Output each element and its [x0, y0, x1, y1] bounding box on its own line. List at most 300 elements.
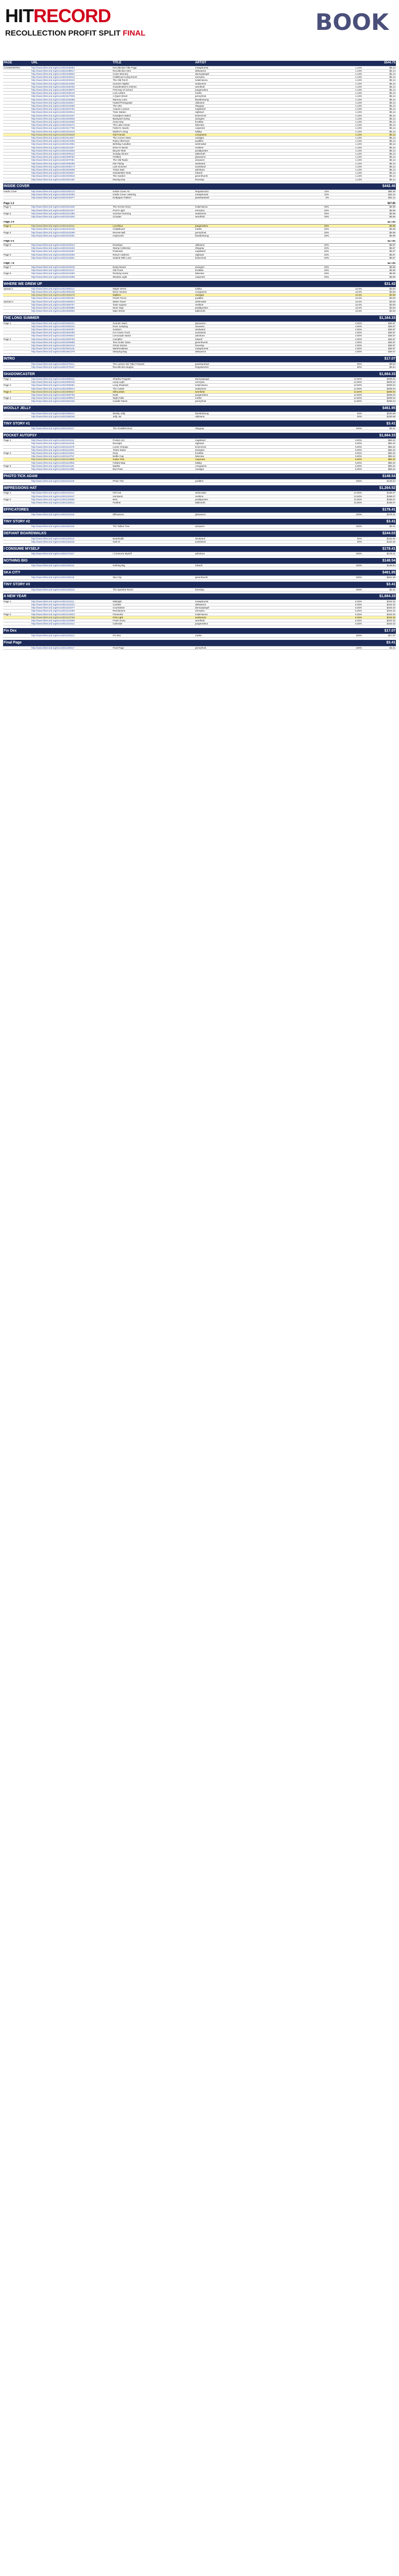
cell-percent: 50%	[329, 365, 362, 368]
cell-url[interactable]: http://www.hitrecord.org/records/1210490	[31, 609, 112, 613]
cell-percent: 1.13%	[329, 168, 362, 172]
cell-url[interactable]: http://www.hitrecord.org/records/1036822	[31, 72, 112, 75]
cell-url[interactable]: http://www.hitrecord.org/records/1060101	[31, 321, 112, 325]
cell-url[interactable]: http://www.hitrecord.org/records/1210111	[31, 600, 112, 603]
cell-url[interactable]: http://www.hitrecord.org/records/1160246	[31, 540, 112, 543]
cell-url[interactable]: http://www.hitrecord.org/records/1040256	[31, 193, 112, 196]
header	[3, 0, 396, 61]
cell-artist: mertle	[195, 92, 270, 95]
cell-title: Envelope	[112, 244, 195, 247]
section-title: I CONSUME MYSELF	[3, 546, 362, 552]
cell-url[interactable]: http://www.hitrecord.org/records/1111259	[31, 468, 112, 471]
cell-url[interactable]: http://www.hitrecord.org/records/1042391	[31, 234, 112, 237]
cell-url[interactable]: http://www.hitrecord.org/records/1050993	[31, 310, 112, 313]
cell-url[interactable]: http://www.hitrecord.org/records/1090113	[31, 412, 112, 415]
cell-url[interactable]: http://www.hitrecord.org/records/1061012	[31, 344, 112, 347]
cell-url[interactable]: http://www.hitrecord.org/records/1080514	[31, 387, 112, 390]
cell-percent: 100%	[329, 646, 362, 649]
cell-artist: KatieHanna	[195, 384, 270, 387]
cell-title: First Light	[112, 616, 195, 619]
cell-amount: $83.22	[362, 439, 396, 442]
cell-col6: 25%	[300, 228, 329, 231]
cell-title: Cover Memory	[112, 72, 195, 75]
cell-url[interactable]: http://www.hitrecord.org/records/1100117	[31, 427, 112, 430]
cell-page: Page 1	[3, 439, 31, 442]
cell-amount: $178.41	[362, 513, 396, 516]
cell-url[interactable]: http://www.hitrecord.org/records/1026388	[31, 98, 112, 101]
cell-percent: 100%	[329, 480, 362, 483]
cell-amount: $6.14	[362, 136, 396, 139]
cell-amount: $6.14	[362, 124, 396, 127]
cell-amount: $3.41	[362, 427, 396, 430]
cell-url[interactable]: http://www.hitrecord.org/records/1042011	[31, 225, 112, 228]
cell-url[interactable]: http://www.hitrecord.org/records/1006289	[31, 162, 112, 165]
section-header-row	[3, 485, 396, 492]
cell-title: Countdown	[112, 606, 195, 609]
cell-url[interactable]: http://www.hitrecord.org/records/1028140	[31, 92, 112, 95]
section-title: IMPRESSIONS HAT	[3, 485, 362, 492]
cell-artist: mertle	[195, 228, 270, 231]
cell-url[interactable]: http://www.hitrecord.org/records/1050245	[31, 291, 112, 294]
cell-artist: puddles	[195, 140, 270, 143]
cell-amount: $83.22	[362, 455, 396, 458]
cell-url[interactable]: http://www.hitrecord.org/records/1150116	[31, 525, 112, 528]
cell-url[interactable]: http://www.hitrecord.org/records/1110378	[31, 445, 112, 448]
cell-amount: $6.14	[362, 117, 396, 120]
cell-artist: bluebirdsong	[195, 412, 270, 415]
cell-artist: companion	[195, 291, 270, 294]
cell-title: Sleeping Bag	[112, 350, 195, 353]
cell-percent: 5.00%	[329, 442, 362, 445]
cell-col6: 25%	[300, 266, 329, 269]
cell-url[interactable]: http://www.hitrecord.org/records/1043287	[31, 250, 112, 253]
cell-url[interactable]: http://www.hitrecord.org/records/1130513	[31, 501, 112, 504]
cell-url[interactable]: http://www.hitrecord.org/records/1015628	[31, 133, 112, 136]
cell-url[interactable]: http://www.hitrecord.org/records/1042135	[31, 228, 112, 231]
cell-artist: sunkissed	[195, 331, 270, 334]
cell-url[interactable]: http://www.hitrecord.org/records/1044019	[31, 266, 112, 269]
section-header-row	[3, 371, 396, 377]
cell-url[interactable]: http://www.hitrecord.org/records/1061145	[31, 347, 112, 350]
cell-url[interactable]: http://www.hitrecord.org/records/1200118	[31, 588, 112, 591]
cell-url[interactable]: http://www.hitrecord.org/records/1030402	[31, 85, 112, 88]
logo-record-text: RECORD	[33, 5, 111, 26]
cell-percent: 5.00%	[329, 445, 362, 448]
cell-percent: 100%	[329, 588, 362, 591]
cell-amount: $6.14	[362, 168, 396, 172]
cell-title: Chalkboard	[112, 228, 195, 231]
cell-title: Efficatores	[112, 513, 195, 516]
cell-title: Ticket Stub	[112, 168, 195, 172]
cell-url[interactable]: http://www.hitrecord.org/records/1170117	[31, 552, 112, 555]
cell-title: Loose Change	[112, 445, 195, 448]
cell-url[interactable]: http://www.hitrecord.org/records/1019306	[31, 120, 112, 123]
cell-url[interactable]: http://www.hitrecord.org/records/1070247	[31, 365, 112, 368]
section-header-row	[3, 531, 396, 537]
cell-url[interactable]: http://www.hitrecord.org/records/1010826	[31, 149, 112, 152]
cell-page: Page 3	[3, 390, 31, 393]
cell-title: Recess Bell	[112, 231, 195, 234]
cell-url[interactable]: http://www.hitrecord.org/records/1044147	[31, 269, 112, 272]
cell-amount: $66.36	[362, 190, 396, 193]
cell-url[interactable]: http://www.hitrecord.org/records/1080381	[31, 384, 112, 387]
cell-url[interactable]: http://www.hitrecord.org/records/1016319	[31, 130, 112, 133]
cell-col6: 25%	[300, 269, 329, 272]
cell-artist: bluebirdsong	[195, 98, 270, 101]
cell-url[interactable]: http://www.hitrecord.org/records/1080248	[31, 381, 112, 384]
cell-url[interactable]: http://www.hitrecord.org/records/1130380	[31, 498, 112, 501]
cell-percent: 4.00%	[329, 344, 362, 347]
cell-title: Lemonade Stand	[112, 334, 195, 337]
cell-url[interactable]: http://www.hitrecord.org/records/1031926	[31, 82, 112, 85]
cell-url[interactable]: http://www.hitrecord.org/records/1110112	[31, 439, 112, 442]
cell-url[interactable]: http://www.hitrecord.org/records/1041247	[31, 209, 112, 212]
cell-amount: $17.07	[362, 634, 396, 637]
cell-url[interactable]: http://www.hitrecord.org/records/1220114	[31, 634, 112, 637]
cell-amount: $3.41	[362, 588, 396, 591]
cell-title: Fireworks	[112, 613, 195, 616]
cell-url[interactable]: http://www.hitrecord.org/records/1038283	[31, 66, 112, 69]
cell-artist: pedalpusher	[195, 307, 270, 310]
section-header-row	[3, 405, 396, 412]
cell-url[interactable]: http://www.hitrecord.org/records/1080647	[31, 390, 112, 393]
cell-url[interactable]: http://www.hitrecord.org/records/1050112	[31, 287, 112, 290]
section-header-row	[3, 356, 396, 362]
cell-url[interactable]: http://www.hitrecord.org/records/1130114	[31, 492, 112, 495]
cell-amount: $6.14	[362, 127, 396, 130]
cell-artist: mertle	[195, 397, 270, 400]
cell-artist: carpenter	[195, 275, 270, 278]
cell-url[interactable]: http://www.hitrecord.org/records/1040377	[31, 196, 112, 199]
cell-artist: oldtowne	[195, 101, 270, 104]
cell-title: Sunburn	[112, 328, 195, 331]
section-total: $27.85	[362, 221, 396, 225]
cell-url[interactable]: http://www.hitrecord.org/records/1080780	[31, 393, 112, 396]
cell-title: Old Trunk	[112, 269, 195, 272]
cell-title: Childhood Living Room	[112, 76, 195, 79]
cell-url[interactable]: http://www.hitrecord.org/records/1050757	[31, 303, 112, 306]
cell-title: Inside Cover Lettering	[112, 193, 195, 196]
cell-url[interactable]: http://www.hitrecord.org/records/1001462	[31, 178, 112, 181]
cell-percent: 100%	[329, 576, 362, 579]
cell-url[interactable]: http://www.hitrecord.org/records/1230117	[31, 646, 112, 649]
cell-url[interactable]: http://www.hitrecord.org/records/1029875	[31, 88, 112, 91]
cell-artist: glowworm	[195, 156, 270, 159]
cell-amount: $5.57	[362, 256, 396, 259]
cell-url[interactable]: http://www.hitrecord.org/records/1018472	[31, 124, 112, 127]
cell-amount: $104.02	[362, 606, 396, 609]
cell-artist: pedalpusher	[195, 498, 270, 501]
section-total: $1,664.33	[362, 594, 396, 600]
cell-percent: 1.13%	[329, 120, 362, 123]
cell-title: Nothing Big	[112, 564, 195, 567]
cell-url[interactable]: http://www.hitrecord.org/records/1050491	[31, 297, 112, 300]
cell-title: Main Street	[112, 310, 195, 313]
cell-amount: $6.14	[362, 114, 396, 117]
cell-amount: $6.14	[362, 159, 396, 162]
cell-percent: 6.25%	[329, 600, 362, 603]
cell-title: Ska City	[112, 576, 195, 579]
cell-percent: 100%	[329, 564, 362, 567]
cell-percent: 100%	[329, 634, 362, 637]
cell-url[interactable]: http://www.hitrecord.org/records/1034012	[31, 76, 112, 79]
cell-percent: 12.5%	[329, 287, 362, 290]
section-total: $27.85	[362, 202, 396, 206]
cell-percent: 1.13%	[329, 108, 362, 111]
cell-artist: frostbite	[195, 269, 270, 272]
cell-url[interactable]: http://www.hitrecord.org/records/1033118	[31, 79, 112, 82]
cell-artist: inkwell	[195, 172, 270, 175]
subtitle-final: FINAL	[123, 29, 146, 38]
cell-percent: 12.5%	[329, 307, 362, 310]
cell-percent: 1.13%	[329, 88, 362, 91]
cell-url[interactable]: http://www.hitrecord.org/records/1002815	[31, 175, 112, 178]
section-title: Final Page	[3, 640, 362, 646]
cell-artist: greenthumb	[195, 576, 270, 579]
cell-artist: metaphorest	[195, 66, 270, 69]
cell-amount: $6.14	[362, 162, 396, 165]
cell-url[interactable]: http://www.hitrecord.org/records/1060490	[31, 331, 112, 334]
cell-url[interactable]: http://www.hitrecord.org/records/1041108	[31, 206, 112, 209]
cell-title: Woolly Jelly	[112, 412, 195, 415]
cell-artist: KatieHanna	[195, 79, 270, 82]
cell-artist: oldtowne	[195, 244, 270, 247]
subsection-header-row	[3, 221, 396, 225]
cell-percent: 100%	[329, 552, 362, 555]
cell-title: The Tallest Tree	[112, 525, 195, 528]
cell-amount: $208.04	[362, 384, 396, 387]
cell-url[interactable]: http://www.hitrecord.org/records/1130247	[31, 495, 112, 498]
cell-url[interactable]: http://www.hitrecord.org/records/1020945	[31, 117, 112, 120]
cell-url[interactable]: http://www.hitrecord.org/records/1027603	[31, 95, 112, 98]
cell-col6: 25%	[300, 212, 329, 215]
cell-amount: $3.41	[362, 646, 396, 649]
cell-url[interactable]: http://www.hitrecord.org/records/1110491	[31, 448, 112, 451]
section-header-row	[3, 433, 396, 439]
cell-col6: 20%	[300, 247, 329, 250]
cell-title: Hopscotch	[112, 234, 195, 237]
cell-url[interactable]: http://www.hitrecord.org/records/1210244	[31, 603, 112, 606]
cell-title: Sunrise Swim	[112, 321, 195, 325]
cell-percent: 6.25%	[329, 619, 362, 622]
cell-url[interactable]: http://www.hitrecord.org/records/1012964	[31, 143, 112, 146]
cell-title: Final Page	[112, 646, 195, 649]
cell-percent: 5.00%	[329, 455, 362, 458]
section-header-row	[3, 281, 396, 287]
cell-url[interactable]: http://www.hitrecord.org/records/1180112	[31, 564, 112, 567]
cell-amount: $83.22	[362, 445, 396, 448]
cell-percent: 5.00%	[329, 458, 362, 461]
cell-url[interactable]: http://www.hitrecord.org/records/1060756	[31, 337, 112, 341]
section-title: Page 1-2	[3, 202, 362, 206]
cell-amount: $104.02	[362, 613, 396, 616]
cell-url[interactable]: http://www.hitrecord.org/records/1044283	[31, 272, 112, 275]
cell-url[interactable]: http://www.hitrecord.org/records/1060889	[31, 341, 112, 344]
cell-url[interactable]: http://www.hitrecord.org/records/1038517	[31, 69, 112, 72]
cell-title: Lunchbox	[112, 225, 195, 228]
cell-url[interactable]: http://www.hitrecord.org/records/1140119	[31, 513, 112, 516]
cell-url[interactable]: http://www.hitrecord.org/records/1044398	[31, 275, 112, 278]
cell-artist: tickerclock	[195, 114, 270, 117]
cell-title: The Quietest Room	[112, 588, 195, 591]
cell-title: Kite Flying	[112, 162, 195, 165]
cell-url[interactable]: http://www.hitrecord.org/records/1210377	[31, 606, 112, 609]
cell-amount: $3.41	[362, 525, 396, 528]
cell-artist: nightowl	[195, 111, 270, 114]
cell-amount: $6.14	[362, 108, 396, 111]
cell-url[interactable]: http://www.hitrecord.org/records/1043152	[31, 247, 112, 250]
cell-url[interactable]: http://www.hitrecord.org/records/1050378	[31, 294, 112, 297]
cell-url[interactable]: http://www.hitrecord.org/records/1211012	[31, 622, 112, 625]
cell-artist: tablecloth	[195, 310, 270, 313]
cell-url[interactable]: http://www.hitrecord.org/records/1111126	[31, 464, 112, 467]
cell-amount: $6.96	[362, 206, 396, 209]
cell-url[interactable]: http://www.hitrecord.org/records/1022814	[31, 111, 112, 114]
cell-url[interactable]: http://www.hitrecord.org/records/1014847	[31, 136, 112, 139]
cell-url[interactable]: http://www.hitrecord.org/records/1060234	[31, 325, 112, 328]
cell-url[interactable]: http://www.hitrecord.org/records/1043014	[31, 244, 112, 247]
cell-title: Sealed With Love	[112, 256, 195, 259]
cell-artist: Regulars334	[195, 190, 270, 193]
cell-url[interactable]: http://www.hitrecord.org/records/1042268	[31, 231, 112, 234]
cell-percent: 50%	[329, 362, 362, 365]
cell-percent: 12.5%	[329, 300, 362, 303]
cell-url[interactable]: http://www.hitrecord.org/records/1004508	[31, 168, 112, 172]
cell-amount: $6.96	[362, 215, 396, 218]
cell-page: Page 2	[3, 337, 31, 341]
cell-url[interactable]: http://www.hitrecord.org/records/1024099	[31, 104, 112, 107]
cell-title: Marble	[112, 464, 195, 467]
cell-artist: lakeview	[195, 124, 270, 127]
cell-url[interactable]: http://www.hitrecord.org/records/1160113	[31, 537, 112, 540]
cell-amount: $44.24	[362, 193, 396, 196]
cell-title: Diner Sign	[112, 307, 195, 310]
cell-artist: pedalpusher	[195, 149, 270, 152]
cell-title: Birthday Candles	[112, 143, 195, 146]
cell-url[interactable]: http://www.hitrecord.org/records/1013205	[31, 140, 112, 143]
cell-col6: 25%	[300, 206, 329, 209]
cell-url[interactable]: http://www.hitrecord.org/records/1090246	[31, 415, 112, 418]
cell-artist: metaphorest	[195, 600, 270, 603]
cell-title: Guitar Pick	[112, 458, 195, 461]
cell-url[interactable]: http://www.hitrecord.org/records/1011537	[31, 146, 112, 149]
cell-artist: mapleleaf	[195, 250, 270, 253]
cell-url[interactable]: http://www.hitrecord.org/records/1025517	[31, 101, 112, 104]
cell-title: Night Falls	[112, 397, 195, 400]
cell-url[interactable]: http://www.hitrecord.org/records/1070114	[31, 362, 112, 365]
cell-url[interactable]: http://www.hitrecord.org/records/1061278	[31, 350, 112, 353]
cell-url[interactable]: http://www.hitrecord.org/records/1009413	[31, 152, 112, 155]
cell-url[interactable]: http://www.hitrecord.org/records/1008752	[31, 156, 112, 159]
cell-percent: 12.50%	[329, 384, 362, 387]
cell-url[interactable]: http://www.hitrecord.org/records/1021637	[31, 114, 112, 117]
cell-title: Faded Photograph	[112, 101, 195, 104]
cell-page: Page 2	[3, 451, 31, 454]
cell-percent: 1.13%	[329, 66, 362, 69]
cell-url[interactable]: http://www.hitrecord.org/records/1023752	[31, 108, 112, 111]
section-title: PHOTO TICK ADAM	[3, 473, 362, 480]
cell-title: Boardwalk	[112, 537, 195, 540]
cell-percent: 12.50%	[329, 393, 362, 396]
cell-artist: admitone	[195, 552, 270, 555]
cell-title: Memory Lane	[112, 98, 195, 101]
cell-url[interactable]: http://www.hitrecord.org/records/1060623	[31, 334, 112, 337]
cell-amount: $3.93	[362, 294, 396, 297]
cell-url[interactable]: http://www.hitrecord.org/records/1040123	[31, 190, 112, 193]
cell-col6: 20%	[300, 253, 329, 256]
cell-url[interactable]: http://www.hitrecord.org/records/1041502	[31, 215, 112, 218]
cell-url[interactable]: http://www.hitrecord.org/records/1210756	[31, 616, 112, 619]
cell-page: Spread 1	[3, 287, 31, 290]
cell-title: Water Tower	[112, 300, 195, 303]
cell-url[interactable]: http://www.hitrecord.org/records/1043521	[31, 256, 112, 259]
section-title: TINY STORY #1	[3, 420, 362, 427]
cell-url[interactable]: http://www.hitrecord.org/records/1041389	[31, 212, 112, 215]
cell-url[interactable]: http://www.hitrecord.org/records/1210889	[31, 619, 112, 622]
section-total: $17.07	[362, 628, 396, 634]
cell-url[interactable]: http://www.hitrecord.org/records/1190115	[31, 576, 112, 579]
cell-url[interactable]: http://www.hitrecord.org/records/1110245	[31, 442, 112, 445]
cell-title: Porch Light	[112, 209, 195, 212]
cell-url[interactable]: http://www.hitrecord.org/records/1110880	[31, 458, 112, 461]
cell-amount: $6.14	[362, 72, 396, 75]
cell-amount: $46.57	[362, 341, 396, 344]
cell-title: Last Summer	[112, 165, 195, 168]
cell-url[interactable]: http://www.hitrecord.org/records/1110757	[31, 455, 112, 458]
section-total: $3.41	[362, 582, 396, 588]
cell-url[interactable]: http://www.hitrecord.org/records/1110624	[31, 451, 112, 454]
cell-amount: $46.57	[362, 337, 396, 341]
cell-amount: $104.02	[362, 619, 396, 622]
cell-url[interactable]: http://www.hitrecord.org/records/1043405	[31, 253, 112, 256]
cell-col6: 25%	[300, 231, 329, 234]
table-header-row	[3, 61, 396, 66]
cell-url[interactable]: http://www.hitrecord.org/records/1120118	[31, 480, 112, 483]
cell-page: Page 1	[3, 492, 31, 495]
profit-split-table	[3, 61, 396, 652]
cell-title: Felt Hat	[112, 492, 195, 495]
cell-url[interactable]: http://www.hitrecord.org/records/1050624	[31, 300, 112, 303]
cell-url[interactable]: http://www.hitrecord.org/records/1060367	[31, 328, 112, 331]
cell-percent: 5.00%	[329, 464, 362, 467]
cell-artist: reeltime	[195, 146, 270, 149]
cell-url[interactable]: http://www.hitrecord.org/records/1005174	[31, 165, 112, 168]
cell-url[interactable]: http://www.hitrecord.org/records/1017780	[31, 127, 112, 130]
cell-url[interactable]: http://www.hitrecord.org/records/1210623	[31, 613, 112, 616]
cell-url[interactable]: http://www.hitrecord.org/records/1007361	[31, 159, 112, 162]
cell-url[interactable]: http://www.hitrecord.org/records/1110993	[31, 461, 112, 464]
header-artist: ARTIST	[195, 61, 270, 66]
cell-artist: windward	[195, 162, 270, 165]
cell-url[interactable]: http://www.hitrecord.org/records/1050880	[31, 307, 112, 310]
cell-artist: seabreeze	[195, 387, 270, 390]
cell-url[interactable]: http://www.hitrecord.org/records/1080913	[31, 397, 112, 400]
cell-artist: lullaby	[195, 461, 270, 464]
cell-title: Postmark	[112, 250, 195, 253]
cell-title: Campfire	[112, 337, 195, 341]
cell-amount: $83.22	[362, 461, 396, 464]
cell-url[interactable]: http://www.hitrecord.org/records/1003927	[31, 172, 112, 175]
cell-amount: $6.14	[362, 178, 396, 181]
cell-artist: frostbite	[195, 451, 270, 454]
cell-url[interactable]: http://www.hitrecord.org/records/1080115	[31, 377, 112, 380]
spacer-cell	[3, 649, 396, 652]
cell-percent: 5.00%	[329, 451, 362, 454]
cell-artist: jewelsarahart	[195, 196, 270, 199]
cell-artist: swingset	[195, 117, 270, 120]
cell-artist: deliwarrior	[195, 350, 270, 353]
cell-url[interactable]: http://www.hitrecord.org/records/1081046	[31, 400, 112, 403]
